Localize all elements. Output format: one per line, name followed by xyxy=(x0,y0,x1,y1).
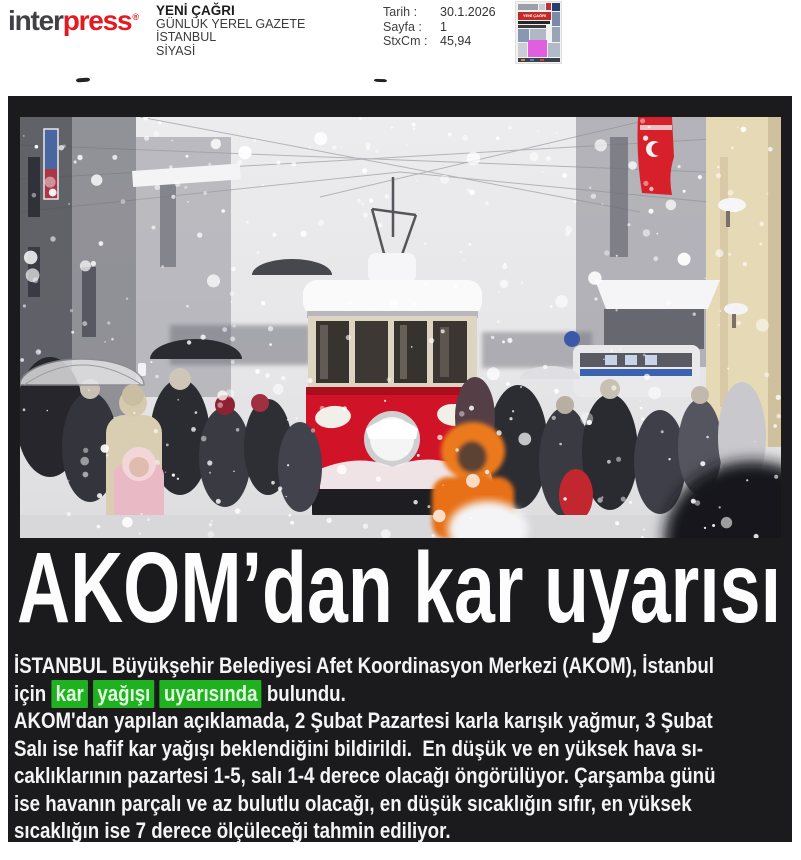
thumb-headline-bar xyxy=(518,21,550,24)
logo-text-inter: inter xyxy=(8,5,63,36)
thumb-magenta-ad-block xyxy=(528,40,547,57)
page-thumbnail[interactable] xyxy=(516,2,561,63)
thumb-photo-block xyxy=(552,12,560,26)
publication-city: İSTANBUL xyxy=(156,30,217,44)
publication-info xyxy=(156,4,305,58)
page-label: Sayfa : xyxy=(383,19,422,34)
lead-text: için xyxy=(14,680,52,706)
registered-trademark-icon: ® xyxy=(132,11,138,22)
stxcm-label: StxCm : xyxy=(383,34,428,48)
scan-artifact xyxy=(374,79,387,83)
lead-line xyxy=(14,680,789,708)
page-value: 1 xyxy=(440,19,447,34)
photo-illustration xyxy=(20,117,781,538)
article-headline xyxy=(13,532,788,648)
meta-date-row xyxy=(383,5,496,20)
thumb-masthead: YENİ ÇAĞRI xyxy=(518,12,551,20)
logo-text-press: press xyxy=(62,5,132,36)
highlighted-word: yağışı xyxy=(93,680,155,708)
thumb-column-block xyxy=(548,43,560,57)
thumb-footer-dot xyxy=(530,59,534,61)
thumb-top-block xyxy=(539,4,545,10)
police-van xyxy=(573,345,700,397)
body-line: caklıklarının pazartesi 1-5, salı 1-4 derece olacağı öngörülüyor. Çarşamba günü xyxy=(14,763,716,788)
highlighted-word: uyarısında xyxy=(160,680,262,708)
lead-text: bulundu. xyxy=(266,680,346,706)
publication-category: SİYASİ xyxy=(156,43,196,58)
thumb-top-block xyxy=(518,4,538,10)
clip-metadata xyxy=(383,5,496,49)
article-body xyxy=(14,652,789,845)
thumb-blue-block xyxy=(552,3,560,11)
thumb-footer-dot xyxy=(521,59,525,61)
meta-stxcm-row xyxy=(383,34,496,49)
meta-page-row xyxy=(383,20,496,35)
highlighted-word: kar xyxy=(51,680,88,708)
body-line: Salı ise hafif kar yağışı beklendiğini bildirildi. En düşük ve en yüksek hava sı- xyxy=(14,735,704,761)
scan-artifact xyxy=(76,78,90,83)
date-value: 30.1.2026 xyxy=(440,5,496,19)
thumb-red-block xyxy=(546,3,551,10)
headline-text: AKOM’dan kar uyarısı xyxy=(17,532,781,644)
lead-line xyxy=(14,652,789,680)
stxcm-value: 45,94 xyxy=(440,34,472,48)
body-line: sıcaklığın ise 7 derece ölçüleceği tahmin ediliyor. xyxy=(14,818,451,843)
article-clip xyxy=(8,96,792,842)
thumb-photo-block xyxy=(530,29,546,40)
thumb-headline-bar xyxy=(518,25,546,28)
body-line: ise havanın parçalı ve az bulutlu olacağı, en düşük sıcaklığın sıfır, en yüksek xyxy=(14,790,692,816)
publication-frequency: GÜNLÜK YEREL GAZETE xyxy=(156,16,306,31)
body-line: AKOM'dan yapılan açıklamada, 2 Şubat Pazartesi karla karışık yağmur, 3 Şubat xyxy=(14,708,713,733)
thumb-column-block xyxy=(518,43,527,57)
date-label: Tarih : xyxy=(383,5,418,19)
publication-name: YENİ ÇAĞRI xyxy=(156,3,235,18)
turkish-flag xyxy=(638,117,675,195)
article-photo xyxy=(20,117,781,538)
lead-text: İSTANBUL Büyükşehir Belediyesi Afet Koordinasyon Merkezi (AKOM), İstanbul xyxy=(14,653,714,678)
interpress-logo xyxy=(8,5,138,37)
thumb-photo-block xyxy=(552,27,560,42)
thumb-footer-dot xyxy=(540,59,544,61)
